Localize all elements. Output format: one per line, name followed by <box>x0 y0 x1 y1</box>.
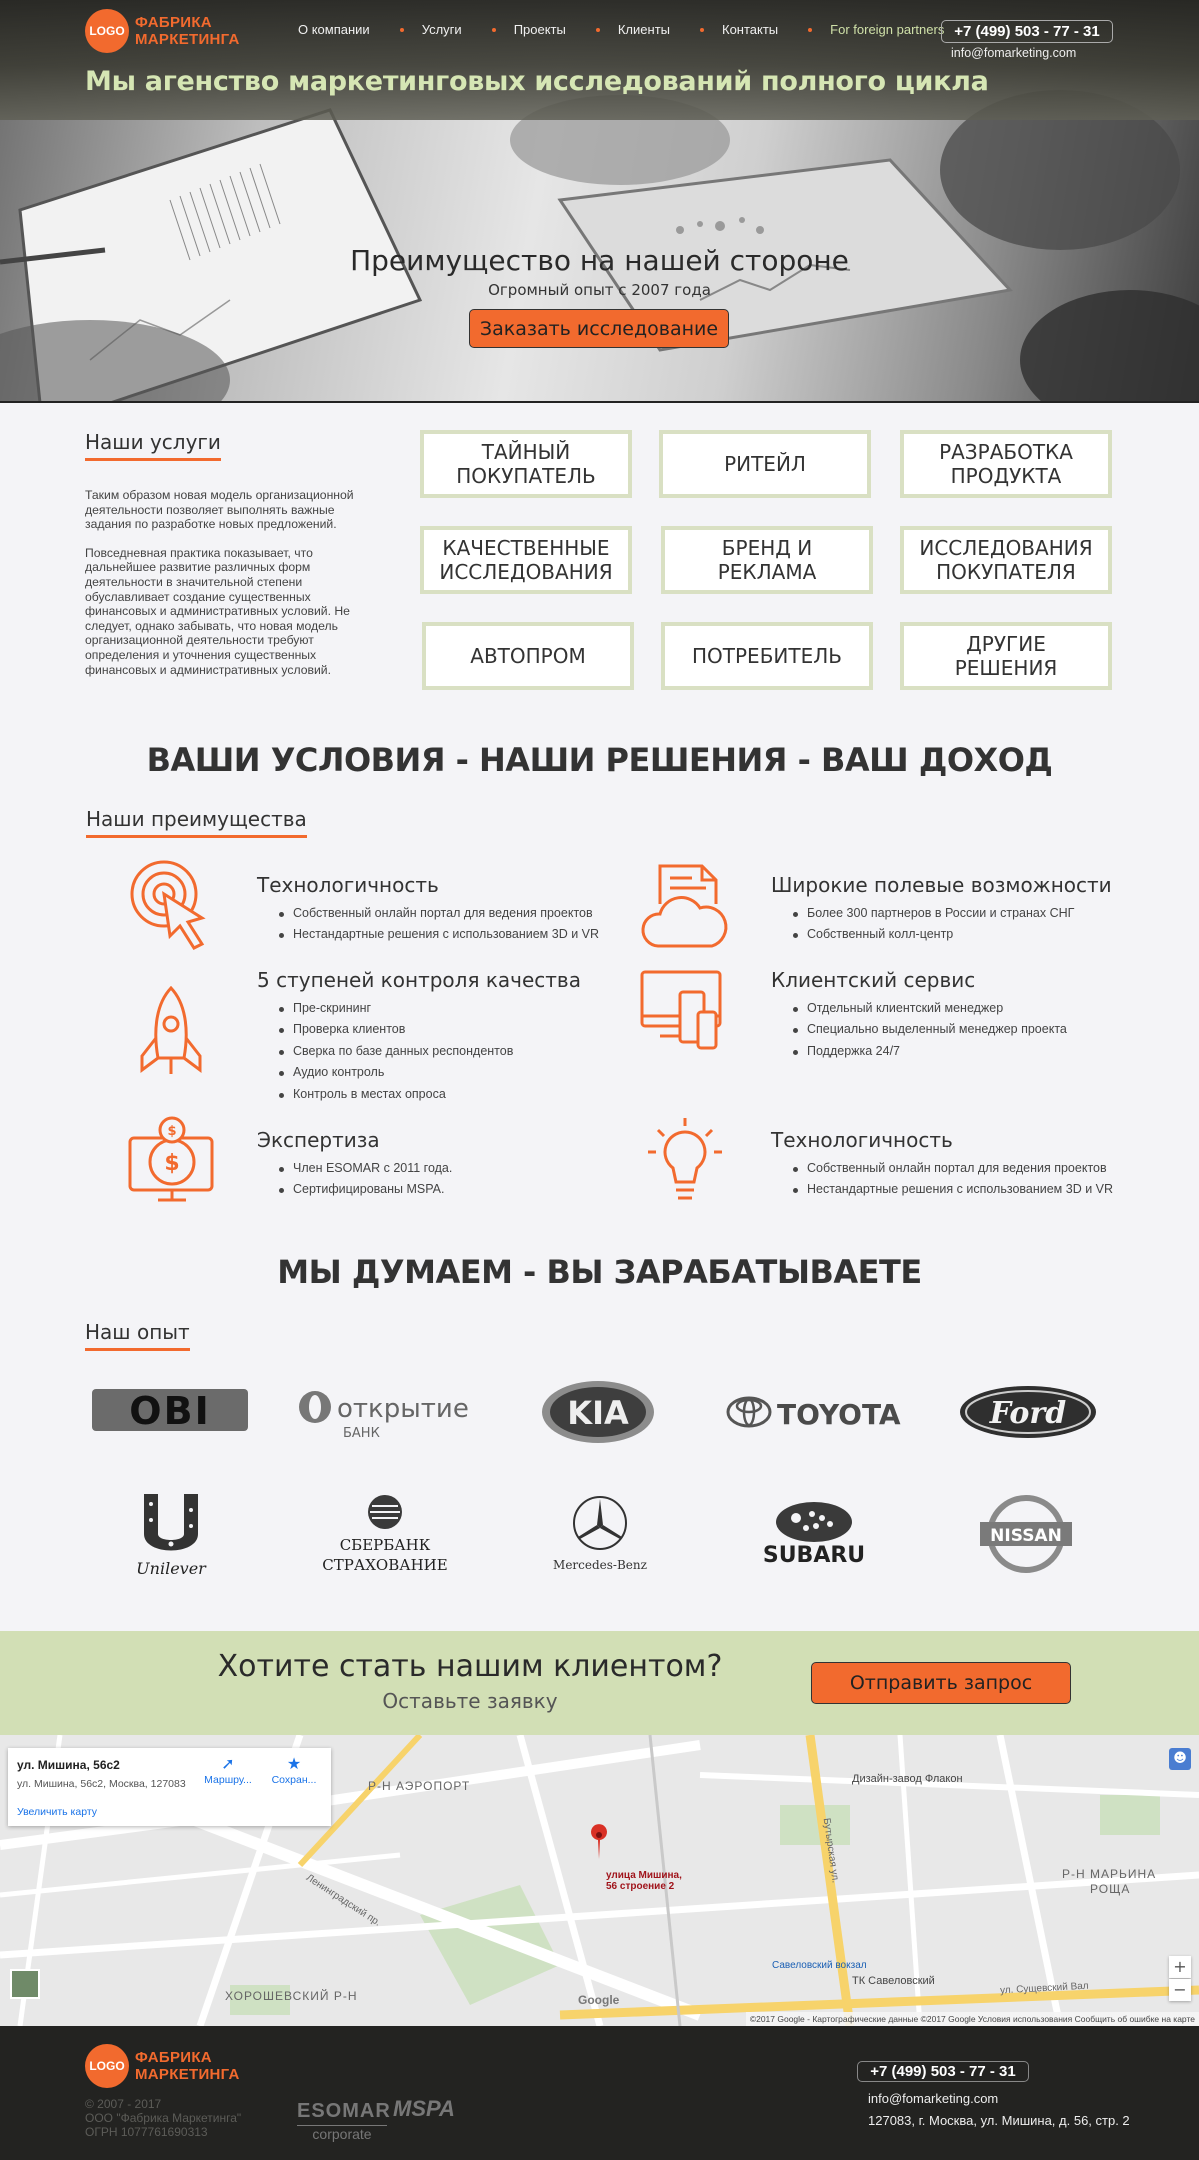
map-poi-label: Дизайн-завод Флакон <box>852 1773 963 1785</box>
service-card-line-2: ИССЛЕДОВАНИЯ <box>439 560 613 584</box>
google-logo: Google <box>578 1993 620 2007</box>
dollar-monitor-icon <box>128 1116 216 1204</box>
esomar-wordmark: ESOMAR <box>297 2100 391 2122</box>
advantage-technology <box>257 873 599 946</box>
page-footer <box>0 2026 1199 2160</box>
map-save-label: Сохран... <box>271 1774 317 1786</box>
service-card-qualitative-research[interactable] <box>420 526 632 594</box>
service-card-line-1: КАЧЕСТВЕННЫЕ <box>442 536 610 560</box>
header-phone[interactable]: +7 (499) 503 - 77 - 31 <box>941 20 1113 43</box>
advantage-title: 5 ступеней контроля качества <box>257 968 581 992</box>
logo-badge: LOGO <box>85 2044 129 2088</box>
map-pin-label <box>606 1870 682 1892</box>
advantages-heading: Наши преимущества <box>86 807 307 831</box>
map-pin-label-line-1: улица Мишина, <box>606 1870 682 1881</box>
advantage-points <box>279 1158 452 1201</box>
nav-bullet-icon <box>400 28 404 32</box>
service-card-line-1: ТАЙНЫЙ <box>481 440 571 464</box>
advantage-point: Специально выделенный менеджер проекта <box>793 1019 1067 1040</box>
map-pin-label-line-2: 56 строение 2 <box>606 1881 675 1892</box>
brand-subaru <box>756 1500 872 1566</box>
map-poi-label: Савеловский вокзал <box>772 1960 867 1971</box>
logo-text <box>135 2049 240 2083</box>
brand-obi <box>90 1385 252 1435</box>
advantage-point: Собственный онлайн портал для ведения проектов <box>793 1158 1113 1179</box>
map-address-full: ул. Мишина, 56с2, Москва, 127083 <box>17 1778 186 1790</box>
advantage-points <box>279 998 581 1105</box>
footer-email[interactable]: info@fomarketing.com <box>868 2091 999 2106</box>
nav-about[interactable] <box>298 22 370 37</box>
nav-clients[interactable] <box>566 22 670 37</box>
hero-title: Преимущество на нашей стороне <box>350 244 849 277</box>
advantage-point: Нестандартные решения с использованием 3D и VR <box>793 1179 1113 1200</box>
document-cloud-icon <box>640 864 730 950</box>
advantage-title: Широкие полевые возможности <box>771 873 1112 897</box>
cta-subtitle: Оставьте заявку <box>382 1689 558 1713</box>
advantage-points <box>279 903 599 946</box>
advantage-client-service <box>771 968 1067 1062</box>
advantage-points <box>793 903 1112 946</box>
service-card-buyer-research[interactable] <box>900 526 1112 594</box>
obi-logo <box>90 1385 252 1435</box>
ford-logo <box>958 1384 1098 1440</box>
advantage-point: Поддержка 24/7 <box>793 1041 1067 1062</box>
cta-title: Хотите стать нашим клиентом? <box>217 1649 723 1684</box>
service-card-auto[interactable] <box>422 622 634 690</box>
service-card-product-development[interactable] <box>900 430 1112 498</box>
advantage-point: Контроль в местах опроса <box>279 1084 581 1105</box>
hero-slogan: Мы агенство маркетинговых исследований полного цикла <box>85 66 989 97</box>
kia-wordmark: KIA <box>567 1394 629 1432</box>
main-nav <box>298 22 944 37</box>
advantage-point: Проверка клиентов <box>279 1019 581 1040</box>
map-route-label: Маршру... <box>204 1774 252 1786</box>
footer-copyright <box>85 2097 241 2139</box>
service-card-consumer[interactable] <box>661 622 873 690</box>
service-card-mystery-shopper[interactable] <box>420 430 632 498</box>
service-card-line-2: РЕКЛАМА <box>717 560 817 584</box>
nissan-wordmark: NISSAN <box>990 1526 1062 1546</box>
nav-label: Услуги <box>421 22 462 37</box>
service-card-line-1: БРЕНД И <box>721 536 813 560</box>
brand-unilever <box>126 1490 216 1580</box>
advantage-title: Клиентский сервис <box>771 968 976 992</box>
brand-kia <box>540 1378 656 1446</box>
map-poi-label: ТК Савеловский <box>852 1975 935 1987</box>
service-card-line-1: ИССЛЕДОВАНИЯ <box>919 536 1093 560</box>
kia-logo <box>540 1378 656 1446</box>
route-icon: ➚ <box>221 1756 235 1773</box>
advantage-point: Сертифицированы MSPA. <box>279 1179 452 1200</box>
mspa-wordmark: MSPA <box>393 2096 455 2121</box>
nav-label: For foreign partners <box>830 22 945 37</box>
otkritie-logo <box>295 1385 475 1441</box>
advantage-point: Собственный онлайн портал для ведения проектов <box>279 903 599 924</box>
advantage-expertise <box>257 1128 452 1201</box>
subaru-logo <box>756 1500 872 1566</box>
nav-bullet-icon <box>596 28 600 32</box>
nav-label: Клиенты <box>617 22 670 37</box>
map-enlarge-link[interactable]: Увеличить карту <box>17 1806 98 1818</box>
map-district-label: ХОРОШЕВСКИЙ Р-Н <box>225 1989 358 2003</box>
service-card-line-1: АВТОПРОМ <box>470 644 586 668</box>
experience-heading: Наш опыт <box>85 1320 190 1344</box>
brand-toyota <box>725 1392 903 1432</box>
services-paragraph-1: Таким образом новая модель организационной деятельности позволяет выполнять важные задания по разработке новых предложений. <box>85 488 354 532</box>
map-district-label: Р-Н АЭРОПОРТ <box>368 1779 471 1793</box>
map-satellite-toggle[interactable] <box>10 1969 40 1999</box>
services-description <box>85 488 375 691</box>
company-name: ООО "Фабрика Маркетинга" <box>85 2111 242 2125</box>
brand-nissan <box>978 1494 1074 1574</box>
company-ogrn: ОГРН 1077761690313 <box>85 2125 208 2139</box>
toyota-logo <box>725 1392 903 1432</box>
advantage-point: Нестандартные решения с использованием 3D и VR <box>279 924 599 945</box>
otkritie-wordmark: открытие <box>337 1394 469 1424</box>
dollar-glyph-small: $ <box>167 1124 177 1139</box>
footer-logo[interactable] <box>85 2044 240 2088</box>
advantage-point: Собственный колл-центр <box>793 924 1112 945</box>
services-heading: Наши услуги <box>85 430 221 454</box>
nav-bullet-icon <box>492 28 496 32</box>
sberbank-insurance-wordmark: СТРАХОВАНИЕ <box>322 1556 448 1574</box>
header-email[interactable]: info@fomarketing.com <box>951 46 1077 60</box>
map-save-button[interactable] <box>264 1754 324 1786</box>
map-street-label: Бутырская ул. <box>820 1817 841 1884</box>
map-street-label: Ленинградский пр. <box>303 1872 383 1929</box>
lightbulb-icon <box>648 1118 722 1208</box>
ford-wordmark: Ford <box>989 1396 1067 1431</box>
service-card-line-1: РАЗРАБОТКА <box>939 440 1073 464</box>
logo-line-1: ФАБРИКА <box>135 14 212 31</box>
service-card-brand-advertising[interactable] <box>661 526 873 594</box>
nissan-logo <box>978 1494 1074 1574</box>
click-cursor-icon <box>130 860 210 950</box>
send-request-button[interactable]: Отправить запрос <box>811 1662 1071 1704</box>
service-card-retail[interactable] <box>659 430 871 498</box>
brand-ford <box>958 1384 1098 1440</box>
advantage-technology-2 <box>771 1128 1113 1201</box>
map-info-card <box>8 1748 331 1826</box>
esomar-badge <box>297 2100 391 2142</box>
zoom-out-button[interactable]: − <box>1169 1979 1191 2001</box>
map-attribution[interactable]: ©2017 Google - Картографические данные ©2017 Google Условия использования Сообщить об ошибке на карте <box>746 2012 1199 2026</box>
mspa-badge <box>393 2096 455 2122</box>
advantage-title: Технологичность <box>257 873 439 897</box>
hero-subtitle: Огромный опыт с 2007 года <box>488 281 711 299</box>
slogan-we-think: МЫ ДУМАЕМ - ВЫ ЗАРАБАТЫВАЕТЕ <box>277 1253 922 1291</box>
devices-icon <box>640 970 726 1052</box>
map-street-label: ул. Сущевский Вал <box>999 1980 1089 1997</box>
brand-sberbank-insurance <box>320 1492 450 1576</box>
unilever-wordmark: Unilever <box>136 1559 206 1578</box>
nav-label: Проекты <box>513 22 566 37</box>
map-address-title: ул. Мишина, 56с2 <box>17 1758 120 1772</box>
nav-bullet-icon <box>700 28 704 32</box>
service-card-line-1: РИТЕЙЛ <box>724 452 806 476</box>
advantage-points <box>793 1158 1113 1201</box>
footer-phone[interactable]: +7 (499) 503 - 77 - 31 <box>857 2061 1029 2082</box>
sberbank-wordmark: СБЕРБАНК <box>339 1536 431 1554</box>
service-card-other-solutions[interactable] <box>900 622 1112 690</box>
mercedes-logo <box>550 1495 650 1575</box>
service-card-line-2: ПОКУПАТЕЛЯ <box>936 560 1076 584</box>
map-district-label: РОЩА <box>1090 1882 1131 1896</box>
google-map[interactable] <box>0 1735 1199 2026</box>
nav-label: О компании <box>298 22 370 37</box>
service-card-line-2: ПОКУПАТЕЛЬ <box>456 464 596 488</box>
star-icon: ★ <box>286 1756 302 1773</box>
map-route-button[interactable] <box>198 1754 258 1786</box>
logo-line-2: МАРКЕТИНГА <box>135 2066 240 2083</box>
logo-badge: LOGO <box>85 9 129 53</box>
mercedes-wordmark: Mercedes-Benz <box>553 1558 647 1572</box>
logo-line-1: ФАБРИКА <box>135 2049 212 2066</box>
brand-otkritie <box>295 1385 475 1441</box>
advantage-points <box>793 998 1067 1062</box>
logo-text <box>135 14 240 48</box>
nav-foreign-partners[interactable] <box>778 22 944 37</box>
subaru-wordmark: SUBARU <box>762 1543 866 1566</box>
advantage-point: Член ESOMAR с 2011 года. <box>279 1158 452 1179</box>
unilever-logo <box>126 1490 216 1580</box>
nav-services[interactable] <box>370 22 462 37</box>
advantage-point: Сверка по базе данных респондентов <box>279 1041 581 1062</box>
dollar-glyph: $ <box>164 1151 180 1176</box>
service-card-line-2: ПРОДУКТА <box>950 464 1062 488</box>
advantage-title: Технологичность <box>771 1128 953 1152</box>
advantage-point: Аудио контроль <box>279 1062 581 1083</box>
copyright-years: © 2007 - 2017 <box>85 2097 162 2111</box>
nav-contacts[interactable] <box>670 22 778 37</box>
map-district-label: Р-Н МАРЬИНА <box>1062 1867 1157 1881</box>
header-logo[interactable] <box>85 9 240 53</box>
service-card-line-1: ДРУГИЕ <box>966 632 1046 656</box>
brand-mercedes <box>550 1495 650 1575</box>
advantage-field-capabilities <box>771 873 1112 946</box>
nav-projects[interactable] <box>462 22 566 37</box>
esomar-subtitle: corporate <box>297 2125 387 2142</box>
zoom-in-button[interactable]: + <box>1169 1956 1191 1978</box>
hero-divider <box>0 401 1199 403</box>
order-research-button[interactable]: Заказать исследование <box>469 309 729 348</box>
rocket-icon <box>138 986 204 1076</box>
advantage-point: Отдельный клиентский менеджер <box>793 998 1067 1019</box>
advantage-quality-control <box>257 968 581 1105</box>
otkritie-subtitle: БАНК <box>343 1426 380 1441</box>
advantage-point: Пре-скрининг <box>279 998 581 1019</box>
services-paragraph-2: Повседневная практика показывает, что дальнейшее развитие различных форм деятельности в значительной степени обуславливает создание существенных финансовых и административных условий. Не следует, однако забывать, что новая модель организационной деятельности требуют определения и уточнения существенных финансовых и административных условий. <box>85 545 350 677</box>
footer-address: 127083, г. Москва, ул. Мишина, д. 56, стр. 2 <box>868 2113 1130 2128</box>
slogan-conditions: ВАШИ УСЛОВИЯ - НАШИ РЕШЕНИЯ - ВАШ ДОХОД <box>146 741 1053 779</box>
advantage-title: Экспертиза <box>257 1128 380 1152</box>
cta-band <box>0 1631 1199 1735</box>
obi-wordmark: OBI <box>129 1389 211 1433</box>
street-view-pegman-icon[interactable]: ☻ <box>1169 1748 1191 1770</box>
nav-label: Контакты <box>722 22 779 37</box>
service-card-line-2: РЕШЕНИЯ <box>954 656 1058 680</box>
logo-line-2: МАРКЕТИНГА <box>135 31 240 48</box>
toyota-wordmark: TOYOTA <box>777 1398 901 1431</box>
nav-bullet-icon <box>808 28 812 32</box>
service-card-line-1: ПОТРЕБИТЕЛЬ <box>692 644 842 668</box>
sberbank-logo <box>320 1492 450 1576</box>
advantage-point: Более 300 партнеров в России и странах СНГ <box>793 903 1112 924</box>
